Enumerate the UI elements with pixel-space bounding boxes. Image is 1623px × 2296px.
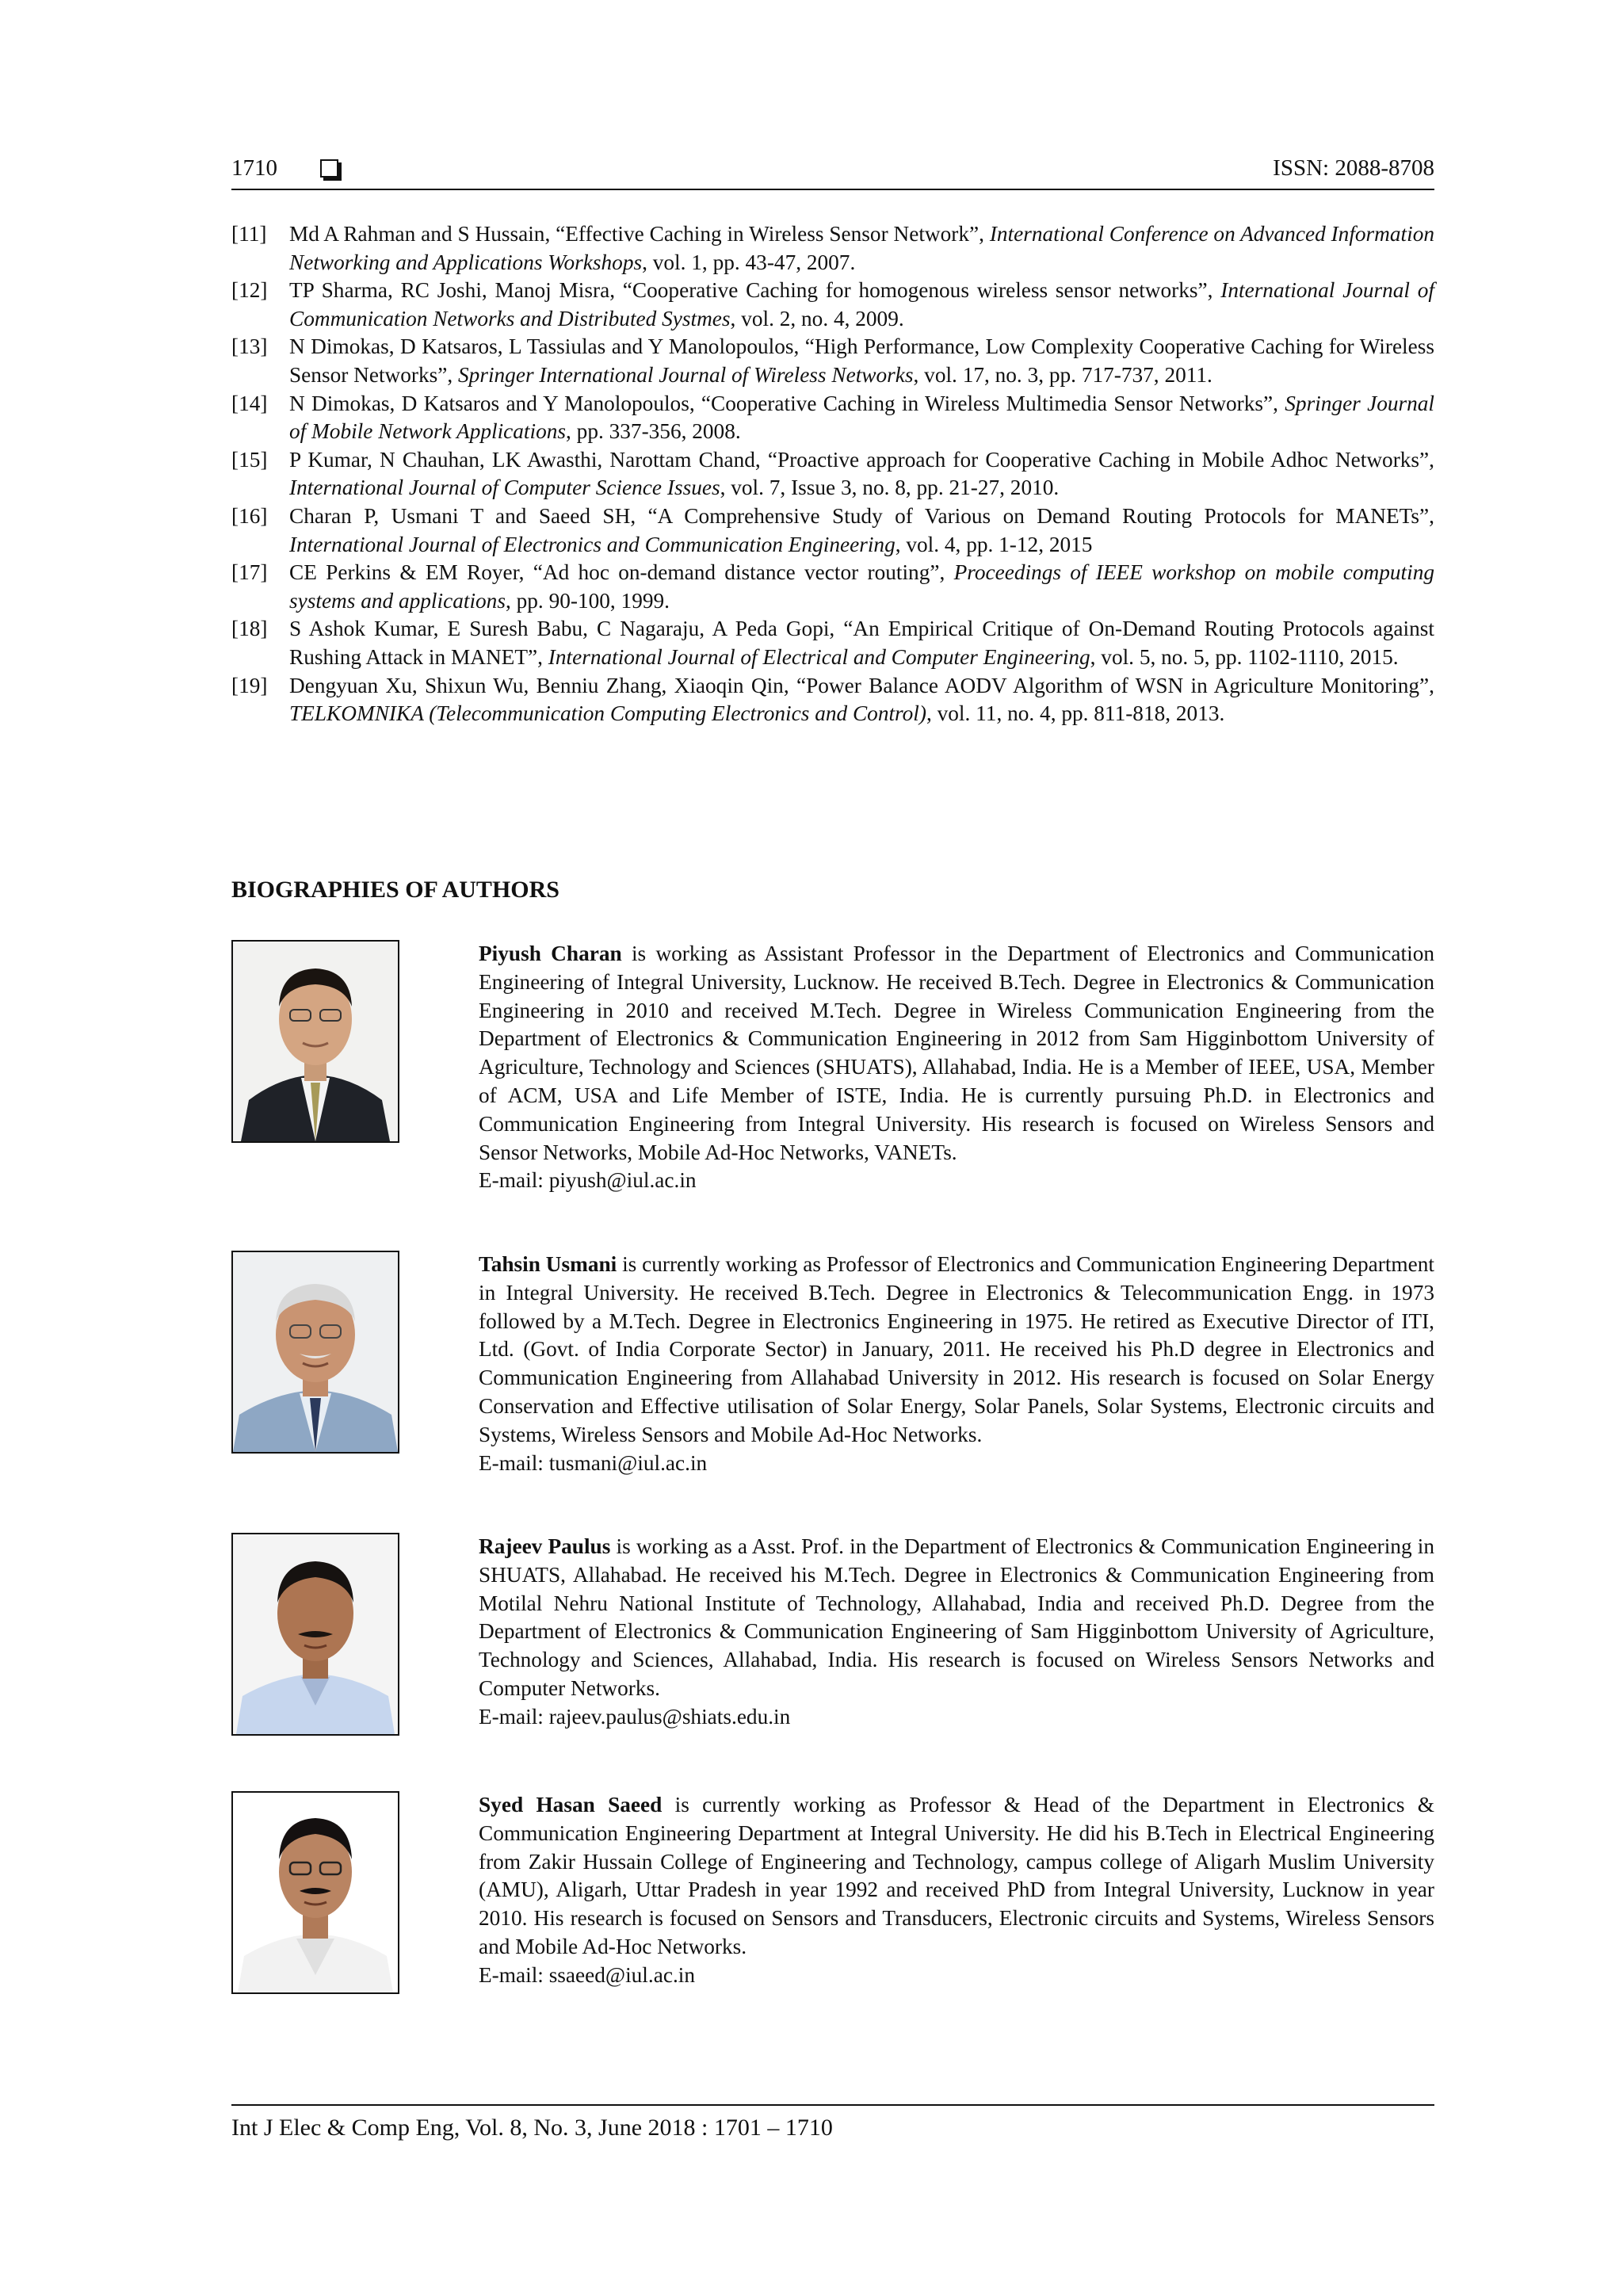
reference-number: [14]: [231, 391, 268, 415]
footer-rule: [231, 2104, 1434, 2106]
reference-venue: Springer Journal of Mobile Network Applications: [289, 391, 1435, 444]
reference-number: [13]: [231, 334, 268, 359]
page-footer: Int J Elec & Comp Eng, Vol. 8, No. 3, June 2018 : 1701 – 1710: [231, 2115, 833, 2141]
reference-number: [15]: [231, 447, 268, 472]
reference-item: [15] P Kumar, N Chauhan, LK Awasthi, Narottam Chand, “Proactive approach for Cooperative Caching in Mobile Adhoc Networks”, International Journal of Computer Science Issues, vol. 7, Issue 3, no. 8, pp. 21-27, 2010.: [231, 447, 1434, 500]
reference-item: [14] N Dimokas, D Katsaros and Y Manolopoulos, “Cooperative Caching in Wireless Multimedia Sensor Networks”, Springer Journal of Mobile Network Applications, pp. 337-356, 2008.: [231, 391, 1435, 444]
reference-item: [18] S Ashok Kumar, E Suresh Babu, C Nagaraju, A Peda Gopi, “An Empirical Critique of On-Demand Routing Protocols against Rushing Attack in MANET”, International Journal of Electrical and Computer Engineering, vol. 5, no. 5, pp. 1102-1110, 2015.: [231, 617, 1434, 669]
page-header: [231, 155, 1434, 190]
author-email: E-mail: ssaeed@iul.ac.in: [479, 1962, 695, 1987]
issn-label: ISSN: 2088-8708: [1273, 155, 1434, 181]
reference-number: [11]: [231, 222, 267, 246]
reference-item: [19] Dengyuan Xu, Shixun Wu, Benniu Zhang, Xiaoqin Qin, “Power Balance AODV Algorithm of WSN in Agriculture Monitoring”, TELKOMNIKA (Telecommunication Computing Electronics and Control), vol. 11, no. 4, pp. 811-818, 2013.: [231, 673, 1434, 726]
page-number: 1710: [231, 155, 277, 181]
reference-venue: Proceedings of IEEE workshop on mobile computing systems and applications: [289, 560, 1434, 613]
reference-venue: International Journal of Communication Networks and Distributed Systmes: [289, 278, 1434, 330]
header-rule: [231, 189, 1434, 190]
reference-number: [19]: [231, 673, 268, 697]
reference-venue: TELKOMNIKA (Telecommunication Computing Electronics and Control): [289, 701, 926, 726]
author-photo: [231, 1251, 399, 1454]
reference-number: [12]: [231, 278, 268, 303]
reference-venue: International Conference on Advanced Information Networking and Applications Workshops: [289, 222, 1434, 274]
reference-item: [12] TP Sharma, RC Joshi, Manoj Misra, “Cooperative Caching for homogenous wireless sensor networks”, International Journal of Communication Networks and Distributed Systmes, vol. 2, no. 4, 2009.: [231, 278, 1434, 330]
reference-list: [231, 220, 1434, 728]
reference-number: [16]: [231, 503, 268, 528]
section-heading: BIOGRAPHIES OF AUTHORS: [231, 877, 559, 903]
reference-venue: International Journal of Electronics and Communication Engineering: [289, 532, 896, 556]
reference-number: [18]: [231, 617, 268, 641]
author-bio-text: Syed Hasan Saeed is currently working as Professor & Head of the Department in Electronics & Communication Engineering Department at Integral University. He did his B.Tech in Electrical Engineering from Zakir Hussain College of Engineering and Technology, campus college of Aligarh Muslim University (AMU), Aligarh, Uttar Pradesh in year 1992 and received PhD from Integral University, Lucknow in year 2010. His research is focused on Sensors and Transducers, Electronic circuits and Systems, Wireless Sensors and Mobile Ad-Hoc Networks. E-mail: ssaeed@iul.ac.in: [479, 1793, 1434, 1987]
author-bio-text: Piyush Charan is working as Assistant Professor in the Department of Electronics and Communication Engineering of Integral University, Lucknow. He received B.Tech. Degree in Electronics & Communication Engineering in 2010 and received M.Tech. Degree in Wireless Communication Engineering from the Department of Electronics & Communication Engineering in 2012 from Sam Higginbottom University of Agriculture, Technology and Sciences (SHUATS), Allahabad, India. He is a Member of IEEE, USA, Member of ACM, USA and Life Member of ISTE, India. He is currently pursuing Ph.D. in Electronics and Communication Engineering from Integral University. His research is focused on Wireless Sensors and Sensor Networks, Mobile Ad-Hoc Networks, VANETs. E-mail: piyush@iul.ac.in: [479, 942, 1434, 1193]
author-name: Rajeev Paulus: [479, 1534, 611, 1558]
reference-item: [13] N Dimokas, D Katsaros, L Tassiulas and Y Manolopoulos, “High Performance, Low Complexity Cooperative Caching for Wireless Sensor Networks”, Springer International Journal of Wireless Networks, vol. 17, no. 3, pp. 717-737, 2011.: [231, 334, 1434, 387]
reference-venue: International Journal of Computer Science Issues: [289, 476, 720, 500]
checkbox-square-icon: [320, 159, 338, 178]
reference-item: [17] CE Perkins & EM Royer, “Ad hoc on-demand distance vector routing”, Proceedings of IEEE workshop on mobile computing systems and applications, pp. 90-100, 1999.: [231, 560, 1434, 613]
author-bio-text: Rajeev Paulus is working as a Asst. Prof. in the Department of Electronics & Communication Engineering in SHUATS, Allahabad. He received his M.Tech. Degree in Electronics & Communication Engineering from Motilal Nehru National Institute of Technology, Allahabad, India and received Ph.D. Degree from the Department of Electronics & Communication Engineering of Sam Higginbottom University of Agriculture, Technology and Sciences, Allahabad, India. His research is focused on Wireless Sensors Networks and Computer Networks. E-mail: rajeev.paulus@shiats.edu.in: [479, 1534, 1434, 1729]
author-email: E-mail: tusmani@iul.ac.in: [479, 1450, 708, 1475]
author-photo: [231, 1791, 399, 1994]
author-name: Syed Hasan Saeed: [479, 1793, 663, 1817]
author-name: Tahsin Usmani: [479, 1252, 617, 1276]
author-email: E-mail: piyush@iul.ac.in: [479, 1168, 697, 1193]
reference-venue: International Journal of Electrical and Computer Engineering: [548, 644, 1090, 669]
reference-item: [16] Charan P, Usmani T and Saeed SH, “A Comprehensive Study of Various on Demand Routing Protocols for MANETs”, International Journal of Electronics and Communication Engineering, vol. 4, pp. 1-12, 2015: [231, 503, 1434, 556]
reference-venue: Springer International Journal of Wireless Networks: [458, 362, 914, 387]
reference-number: [17]: [231, 560, 268, 585]
author-bio-text: Tahsin Usmani is currently working as Professor of Electronics and Communication Engineering Department in Integral University. He received B.Tech. Degree in Electronics & Telecommunication Engg. in 1973 followed by a M.Tech. Degree in Electronics Engineering in 1975. He retired as Executive Director of ITI, Ltd. (Govt. of India Corporate Sector) in January, 2011. He received his Ph.D degree in Electronics and Communication Engineering from Allahabad University in 2012. His research is focused on Solar Energy Conservation and Effective utilisation of Solar Energy, Solar Panels, Solar Systems, Electronic circuits and Systems, Wireless Sensors and Mobile Ad-Hoc Networks. E-mail: tusmani@iul.ac.in: [479, 1252, 1435, 1475]
author-photo: [231, 940, 399, 1143]
author-email: E-mail: rajeev.paulus@shiats.edu.in: [479, 1704, 791, 1729]
reference-item: [11] Md A Rahman and S Hussain, “Effective Caching in Wireless Sensor Network”, International Conference on Advanced Information Networking and Applications Workshops, vol. 1, pp. 43-47, 2007.: [231, 222, 1434, 274]
author-photo: [231, 1533, 399, 1736]
author-name: Piyush Charan: [479, 942, 622, 965]
